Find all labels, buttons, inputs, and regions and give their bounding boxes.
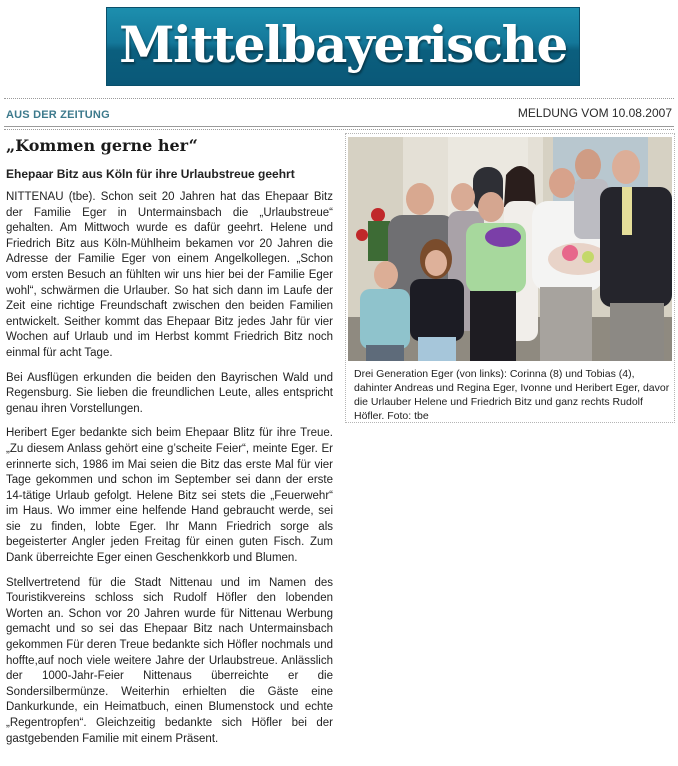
masthead-logo[interactable]	[106, 7, 580, 86]
article-paragraph: Stellvertretend für die Stadt Nittenau und im Namen des Touristikvereins schloss sich Rudolf Höfler den lobenden Worten an. Schon vor 20 Jahren wurde für Nittenau Werbung gemacht und so sei das Ehepaar Bitz nach Untermainsbach gekommen Für deren Treue bedankte sich Höfler nochmals und hoffte,auf noch viele weitere Jahre der Urlaubstreue. Anlässlich der 1000-Jahr-Feier Nittenaus überreichte er die Sondersilbermünze. Weiterhin erhielten die Gäste eine Dankurkunde, ein Heimatbuch, einen Blumenstock und echte „Regentropfen“. Gleichzeitig bedankte sich Höfler bei der gastgebenden Familie mit einem Präsent.	[6, 576, 333, 745]
divider-header	[4, 126, 674, 127]
photo-image-icon	[348, 137, 672, 361]
article-subheadline: Ehepaar Bitz aus Köln für ihre Urlaubstreue geehrt	[6, 167, 295, 181]
photo-caption: Drei Generation Eger (von links): Corinna (8) und Tobias (4), dahinter Andreas und Regina Eger, Ivonne und Heribert Eger, davor die Urlauber Helene und Friedrich Bitz und ganz rechts Rudolf Höfler. Foto: tbe	[354, 368, 670, 422]
divider-top	[4, 98, 674, 99]
article-headline: „Kommen gerne her“	[6, 136, 198, 155]
masthead-title: Mittelbayerische	[119, 15, 567, 74]
article-paragraph: Bei Ausflügen erkunden die beiden den Bayrischen Wald und Regensburg. Sie lieben die freundlichen Leute, alles entspricht genau ihren Vorstellungen.	[6, 371, 333, 415]
publication-date: MELDUNG VOM 10.08.2007	[517, 106, 672, 120]
article-paragraph: NITTENAU (tbe). Schon seit 20 Jahren hat das Ehepaar Bitz der Familie Eger in Untermainsbach die „Urlaubstreue“ gehalten. Am Mittwoch wurde es dafür geehrt. Helene und Friedrich Bitz aus Köln-Mühlheim bekamen vor 20 Jahren die Adresse der Familie Eger von einem Angelkollegen. „Schon vom ersten Besuch an fühlten wir uns hier bei der Familie Eger wohl“, schwärmen die Urlauber. So hat sich dann im Laufe der Zeit eine richtige Freundschaft zwischen den beiden Familien entwickelt. Seither kommt das Ehepaar Bitz jedes Jahr für vier Wochen auf Urlaub und im Herbst kommt Friedrich Bitz noch einmal für acht Tage.	[6, 191, 333, 359]
article-paragraph: Heribert Eger bedankte sich beim Ehepaar Blitz für ihre Treue. „Zu diesem Anlass gehört eine g’scheite Feier“, meinte Eger. Er erinnerte sich, 1986 im Mai seien die Bitz das erste Mal für vier Tage gekommen und schon im September sei dann der erste 14-tätige Urlaub gefolgt. Helene Bitz sei stets die „Feuerwehr“ im Haus. Wo immer eine helfende Hand gebraucht werde, sei sie zu finden, lobte Eger. Ihr Mann Friedrich sorge als begeisterter Angler jeden Freitag für einen guten Fisch. Zum Dank überreichte Eger einen Geschenkkorb und Blumen.	[6, 427, 333, 565]
photo-box	[345, 133, 675, 423]
section-label[interactable]: AUS DER ZEITUNG	[6, 109, 110, 121]
article-body	[6, 190, 333, 756]
group-photo[interactable]	[348, 137, 672, 361]
divider-header-dotted	[4, 129, 674, 130]
